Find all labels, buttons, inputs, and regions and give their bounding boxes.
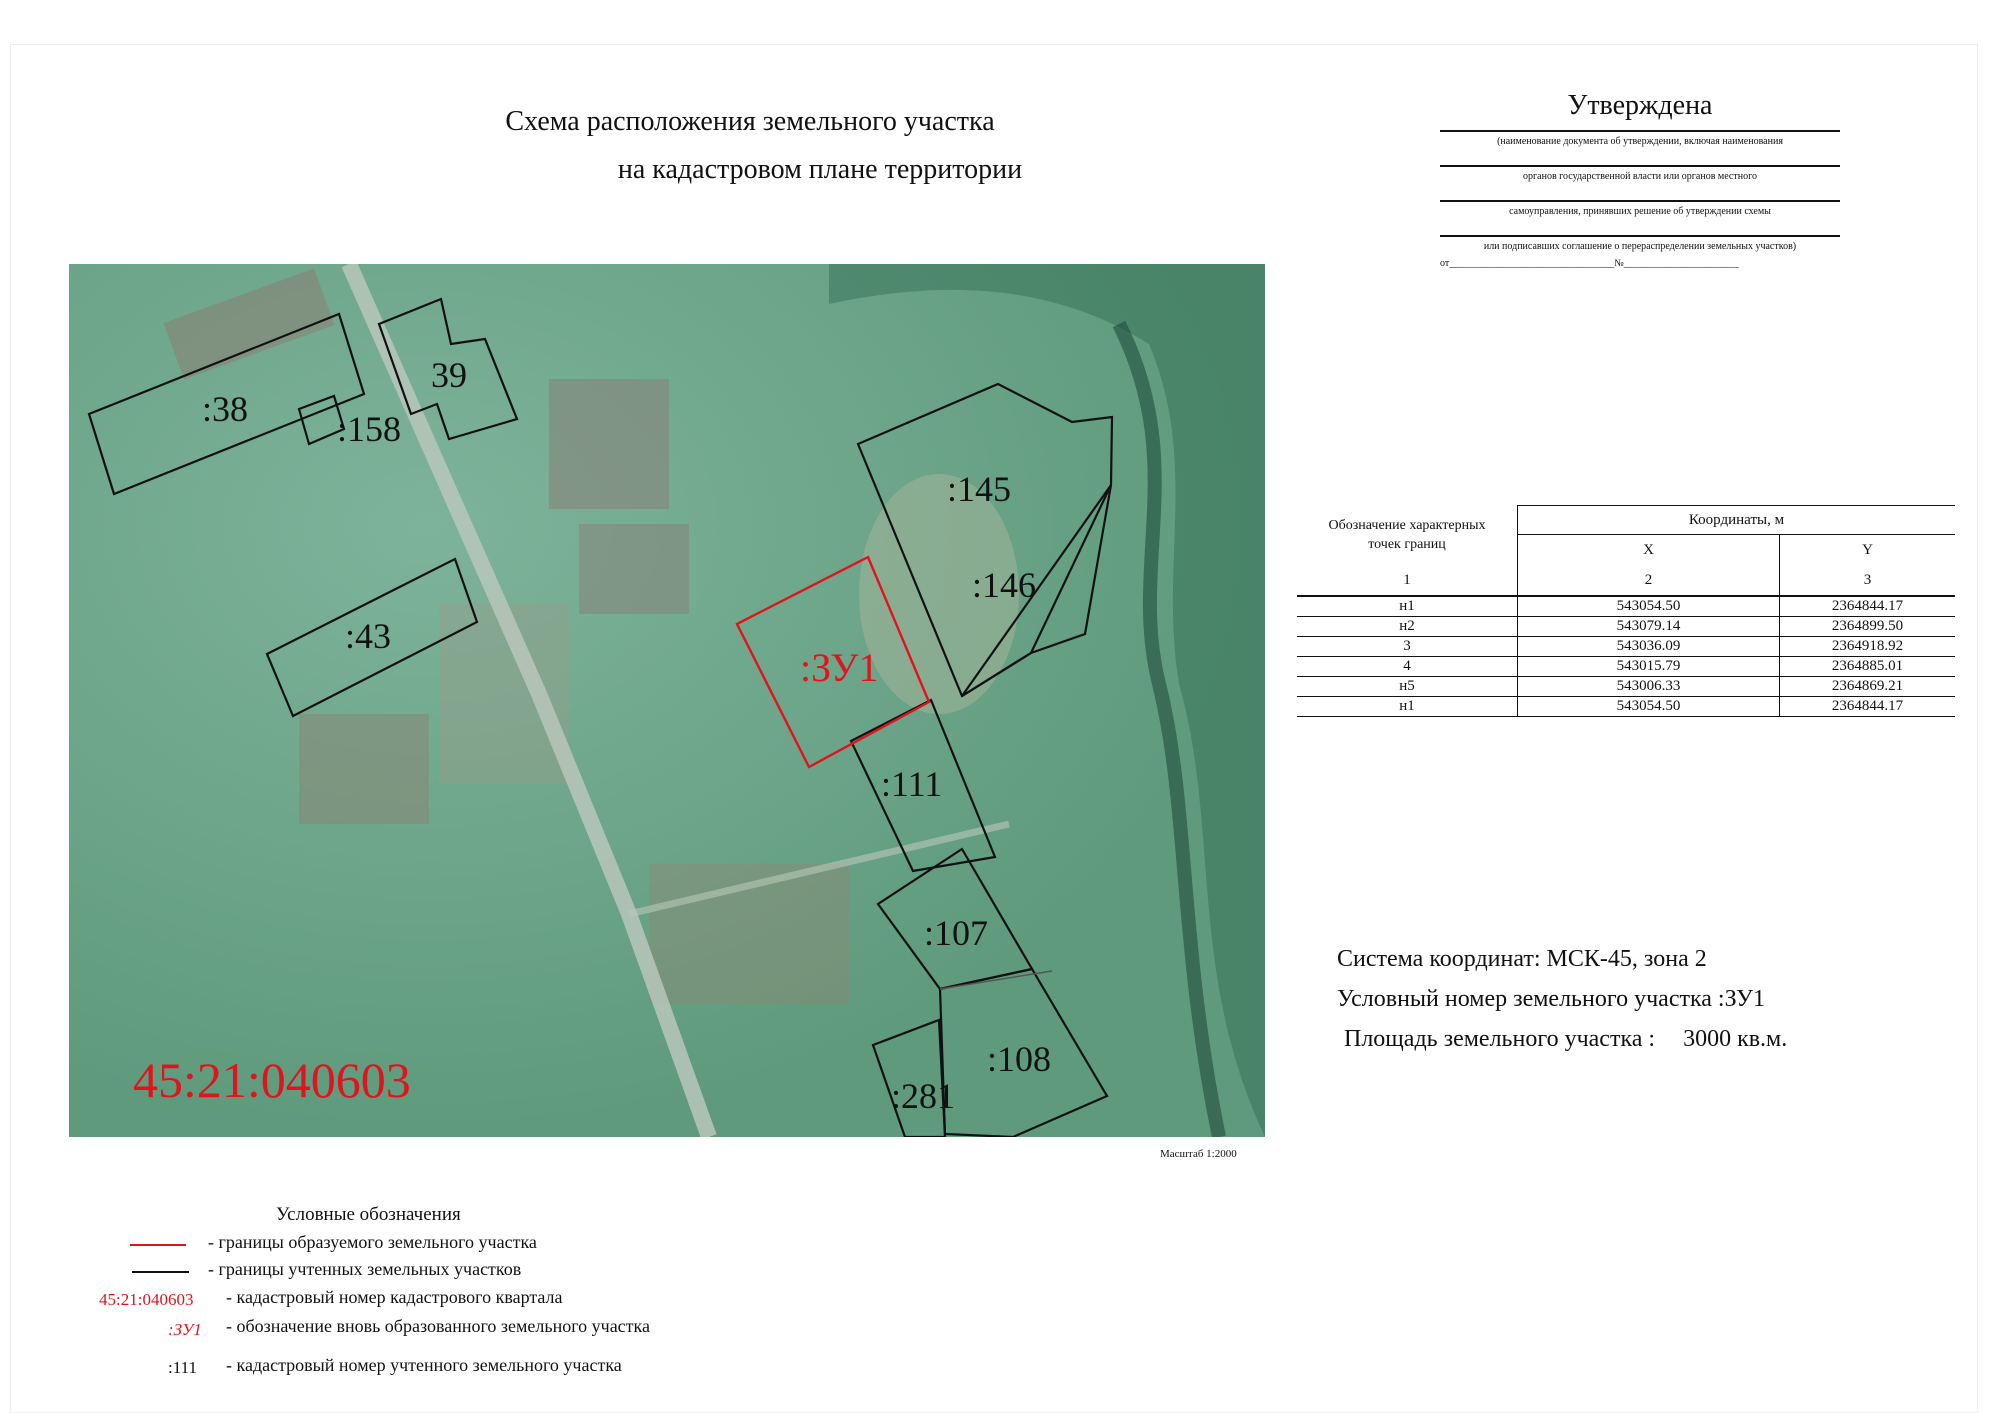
parcel-label-158: :158 <box>337 409 402 449</box>
legend-text-zu1: - обозначение вновь образованного земельного участка <box>226 1316 651 1336</box>
cadastral-map <box>69 264 1265 1137</box>
col-num-3: 3 <box>1780 565 1956 596</box>
legend-symbol-quarter: 45:21:040603 <box>99 1290 194 1309</box>
x-cell: 543015.79 <box>1518 657 1780 677</box>
legend-symbol-zu1: :ЗУ1 <box>168 1320 202 1339</box>
coordinates-table <box>1297 505 1955 717</box>
x-cell: 543079.14 <box>1518 617 1780 637</box>
field-patch <box>299 714 429 824</box>
area-value: 3000 кв.м. <box>1683 1026 1788 1052</box>
quarter-number-label: 45:21:040603 <box>133 1052 411 1108</box>
legend-text-new-parcel: - границы образуемого земельного участка <box>208 1232 537 1252</box>
approval-line-1: (наименование документа об утверждении, включая наименования <box>1440 130 1840 165</box>
map-scale: Масштаб 1:2000 <box>1160 1148 1237 1160</box>
parcel-label-zu1: :ЗУ1 <box>800 645 879 690</box>
parcel-label-146: :146 <box>972 565 1037 605</box>
parcel-label-111: :111 <box>881 764 943 804</box>
legend-text-quarter: - кадастровый номер кадастрового квартала <box>226 1287 563 1307</box>
y-cell: 2364918.92 <box>1780 637 1956 657</box>
y-cell: 2364844.17 <box>1780 697 1956 717</box>
approval-line-3: самоуправления, принявших решение об утверждении схемы <box>1440 200 1840 235</box>
table-row <box>1297 596 1955 617</box>
parcel-number-text: Условный номер земельного участка :ЗУ1 <box>1337 986 1765 1012</box>
parcel-label-38: :38 <box>202 389 249 429</box>
area-text <box>1344 1026 1787 1053</box>
legend-text-existing-parcel: - границы учтенных земельных участков <box>208 1259 522 1279</box>
field-patch <box>549 379 669 509</box>
parcel-label-145: :145 <box>947 469 1012 509</box>
document-subtitle: на кадастровом плане территории <box>617 154 1023 185</box>
coords-header: Координаты, м <box>1518 506 1956 535</box>
point-cell: н1 <box>1297 697 1518 717</box>
approval-block <box>1440 90 1840 269</box>
y-cell: 2364899.50 <box>1780 617 1956 637</box>
col-num-1: 1 <box>1297 565 1518 596</box>
approval-date-line: от_________________________________№_______________________ <box>1440 258 1739 269</box>
points-header-line1: Обозначение характерных <box>1328 518 1486 534</box>
x-cell: 543006.33 <box>1518 677 1780 697</box>
col-num-2: 2 <box>1518 565 1780 596</box>
x-cell: 543054.50 <box>1518 596 1780 617</box>
legend-text-parcel: - кадастровый номер учтенного земельного участка <box>226 1355 622 1375</box>
table-row <box>1297 617 1955 637</box>
y-cell: 2364885.01 <box>1780 657 1956 677</box>
parcel-label-108: :108 <box>987 1039 1052 1079</box>
y-cell: 2364869.21 <box>1780 677 1956 697</box>
point-cell: н2 <box>1297 617 1518 637</box>
field-patch <box>579 524 689 614</box>
table-row <box>1297 697 1955 717</box>
legend-symbol-parcel: :111 <box>168 1358 197 1377</box>
legend-title: Условные обозначения <box>276 1204 461 1225</box>
parcel-label-281: :281 <box>891 1076 956 1116</box>
point-cell: н5 <box>1297 677 1518 697</box>
x-cell: 543054.50 <box>1518 697 1780 717</box>
x-header: X <box>1518 535 1780 566</box>
point-cell: н1 <box>1297 596 1518 617</box>
approval-heading: Утверждена <box>1567 90 1713 121</box>
y-cell: 2364844.17 <box>1780 596 1956 617</box>
point-cell: 4 <box>1297 657 1518 677</box>
points-header <box>1297 506 1518 566</box>
points-header-line2: точек границ <box>1368 537 1446 553</box>
area-label: Площадь земельного участка : <box>1344 1026 1656 1052</box>
document-title: Схема расположения земельного участка <box>505 106 995 137</box>
coordinate-system-text: Система координат: МСК-45, зона 2 <box>1337 946 1707 972</box>
legend-black-line <box>132 1271 189 1273</box>
parcel-label-107: :107 <box>924 913 989 953</box>
table-row <box>1297 677 1955 697</box>
point-cell: 3 <box>1297 637 1518 657</box>
legend-red-line <box>130 1244 186 1246</box>
parcel-label-39: 39 <box>431 355 467 395</box>
table-row <box>1297 637 1955 657</box>
map-svg <box>69 264 1265 1137</box>
approval-line-4: или подписавших соглашение о перераспределении земельных участков) <box>1440 235 1840 256</box>
parcel-label-43: :43 <box>345 616 392 656</box>
approval-line-2: органов государственной власти или органов местного <box>1440 165 1840 200</box>
x-cell: 543036.09 <box>1518 637 1780 657</box>
y-header: Y <box>1862 541 1873 558</box>
table-row <box>1297 657 1955 677</box>
